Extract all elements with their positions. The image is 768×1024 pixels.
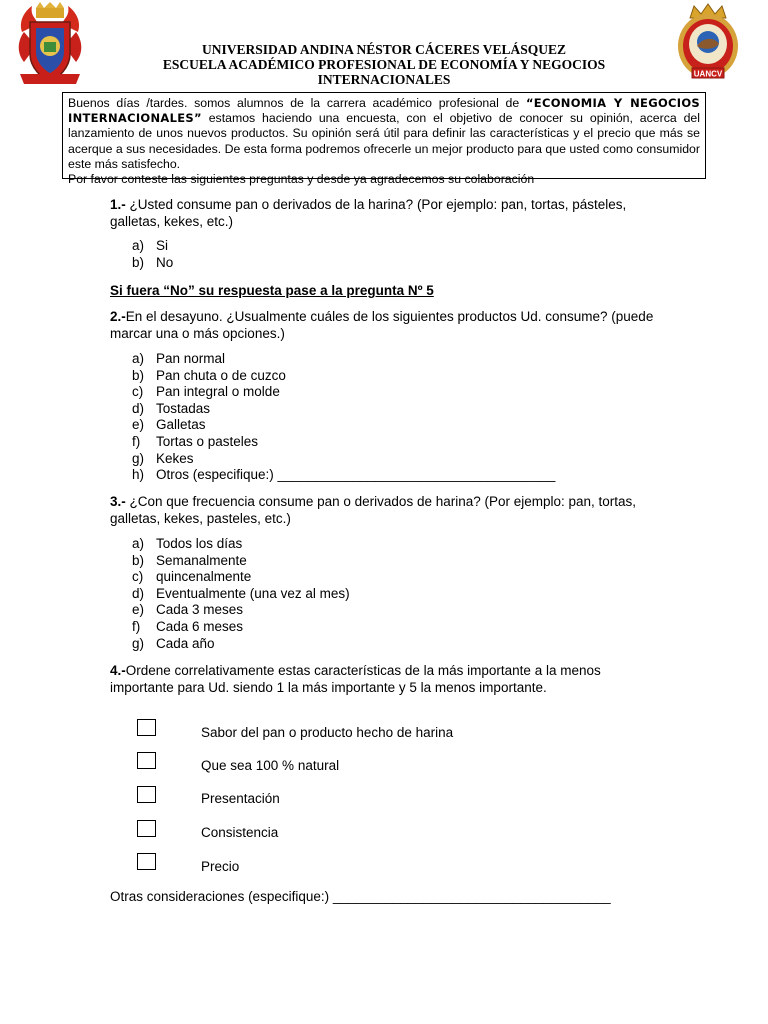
- option-text: Semanalmente: [156, 552, 247, 568]
- question-3-option-d[interactable]: [132, 586, 632, 603]
- question-3-option-a[interactable]: [132, 536, 632, 553]
- question-1-option-a[interactable]: [132, 238, 632, 255]
- question-2-options: [132, 351, 632, 484]
- question-2-option-e[interactable]: [132, 417, 632, 434]
- option-letter: g): [132, 635, 145, 651]
- rank-checkbox-5[interactable]: [137, 853, 156, 870]
- question-2-option-h[interactable]: [132, 467, 632, 484]
- rank-checkbox-4[interactable]: [137, 820, 156, 837]
- rank-item-1: Sabor del pan o producto hecho de harina: [201, 725, 454, 740]
- option-text: Cada año: [156, 635, 215, 651]
- question-4-number: 4.-: [110, 663, 126, 678]
- question-3-option-e[interactable]: [132, 602, 632, 619]
- option-letter: d): [132, 400, 145, 416]
- option-letter: f): [132, 618, 141, 634]
- option-letter: c): [132, 384, 144, 400]
- other-considerations-field[interactable]: Otras consideraciones (especifique:) _____________________________________: [110, 889, 611, 904]
- intro-text-3: Por favor conteste las siguientes preguntas y desde ya agradecemos su colaboración: [68, 172, 535, 187]
- question-1-options: [132, 238, 632, 271]
- option-letter: f): [132, 433, 141, 449]
- option-text: No: [156, 254, 174, 270]
- option-letter: e): [132, 417, 145, 433]
- option-text: Cada 3 meses: [156, 602, 244, 618]
- option-text: Pan integral o molde: [156, 384, 280, 400]
- question-4: [110, 663, 655, 696]
- rank-checkbox-3[interactable]: [137, 786, 156, 803]
- question-3-option-g[interactable]: [132, 636, 632, 653]
- option-letter: b): [132, 254, 145, 270]
- option-letter: b): [132, 552, 145, 568]
- question-3-options: [132, 536, 632, 652]
- option-text: Otros (especifique:) _____________________________________: [156, 467, 556, 483]
- header-school-name: ESCUELA ACADÉMICO PROFESIONAL DE ECONOMÍA Y NEGOCIOS: [162, 57, 606, 72]
- question-3-option-f[interactable]: [132, 619, 632, 636]
- question-2: [110, 309, 655, 342]
- option-text: Tortas o pasteles: [156, 433, 259, 449]
- option-letter: e): [132, 602, 145, 618]
- option-letter: g): [132, 450, 145, 466]
- uancv-logo-text: UANCV: [693, 69, 723, 79]
- option-text: Tostadas: [156, 400, 211, 416]
- header-school-name-cont: INTERNACIONALES: [317, 72, 451, 87]
- rank-item-4: Consistencia: [201, 825, 279, 840]
- option-text: Todos los días: [156, 536, 243, 551]
- option-letter: c): [132, 569, 144, 585]
- option-letter: a): [132, 238, 145, 253]
- question-2-option-f[interactable]: [132, 434, 632, 451]
- university-crest-logo: [16, 2, 84, 90]
- question-1-number: 1.-: [110, 197, 126, 212]
- question-2-option-a[interactable]: [132, 351, 632, 368]
- option-text: Si: [156, 238, 169, 253]
- option-text: Kekes: [156, 450, 194, 466]
- intro-box: [62, 92, 706, 187]
- option-letter: a): [132, 351, 145, 366]
- uancv-logo: [674, 2, 742, 90]
- option-text: Pan chuta o de cuzco: [156, 367, 286, 383]
- option-text: Pan normal: [156, 351, 226, 366]
- document-header: [100, 42, 668, 87]
- option-letter: h): [132, 467, 145, 483]
- question-1-option-b[interactable]: [132, 255, 632, 272]
- question-3: [110, 494, 655, 527]
- question-2-option-c[interactable]: [132, 384, 632, 401]
- rank-item-2: Que sea 100 % natural: [201, 758, 340, 773]
- question-1: [110, 197, 655, 230]
- option-letter: b): [132, 367, 145, 383]
- option-text: quincenalmente: [156, 569, 252, 585]
- skip-instruction: Si fuera “No” su respuesta pase a la pregunta Nº 5: [110, 283, 434, 298]
- question-4-text: Ordene correlativamente estas características de la más importante a la menos importante para Ud. siendo 1 la más importante y 5 la menos importante.: [110, 663, 601, 695]
- question-3-option-b[interactable]: [132, 553, 632, 570]
- question-2-option-g[interactable]: [132, 451, 632, 468]
- question-3-text: ¿Con que frecuencia consume pan o derivados de harina? (Por ejemplo: pan, tortas, galletas, kekes, pasteles, etc.): [110, 494, 637, 526]
- option-text: Galletas: [156, 417, 206, 433]
- question-2-number: 2.-: [110, 309, 126, 324]
- rank-item-5: Precio: [201, 859, 240, 874]
- question-2-option-d[interactable]: [132, 401, 632, 418]
- intro-text-1: Buenos días /tardes. somos alumnos de la carrera académico profesional de: [68, 96, 526, 110]
- header-university-name: UNIVERSIDAD ANDINA NÉSTOR CÁCERES VELÁSQUEZ: [201, 42, 567, 57]
- intro-career-name: “ECONOMIA Y NEGOCIOS INTERNACIONALES”: [68, 96, 700, 126]
- option-text: Cada 6 meses: [156, 618, 244, 634]
- question-1-text: ¿Usted consume pan o derivados de la harina? (Por ejemplo: pan, tortas, pásteles, galletas, kekes, etc.): [110, 197, 627, 229]
- intro-text-2: estamos haciendo una encuesta, con el objetivo de conocer su opinión, acerca del lanzamiento de unos nuevos productos. Su opinión será útil para definir las características y el precio que más se acerque a sus necesidades. De esta forma podremos ofrecerle un mejor producto para que usted como consumidor este más satisfecho.: [68, 111, 700, 171]
- question-3-number: 3.-: [110, 494, 126, 509]
- option-letter: d): [132, 585, 145, 601]
- rank-checkbox-2[interactable]: [137, 752, 156, 769]
- question-3-option-c[interactable]: [132, 569, 632, 586]
- question-2-text: En el desayuno. ¿Usualmente cuáles de los siguientes productos Ud. consume? (puede marcar una o más opciones.): [110, 309, 654, 341]
- option-text: Eventualmente (una vez al mes): [156, 585, 350, 601]
- rank-checkbox-1[interactable]: [137, 719, 156, 736]
- option-letter: a): [132, 536, 145, 551]
- question-2-option-b[interactable]: [132, 368, 632, 385]
- rank-item-3: Presentación: [201, 791, 280, 806]
